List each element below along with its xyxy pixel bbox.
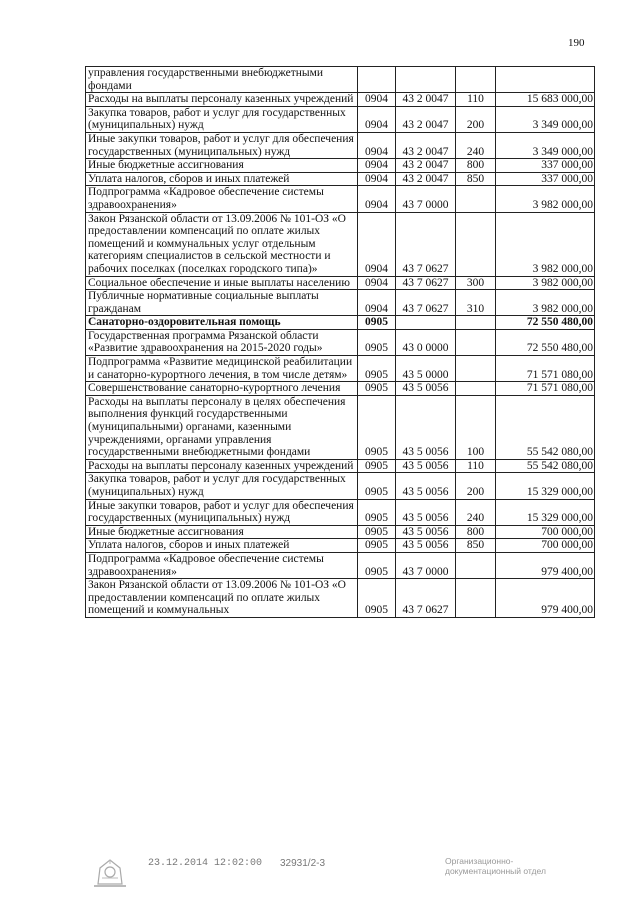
section-code: 0905 (358, 382, 396, 396)
table-row (86, 132, 595, 158)
target-article-code: 43 7 0000 (396, 552, 456, 578)
table-row (86, 290, 595, 316)
amount: 71 571 080,00 (496, 356, 595, 382)
section-code: 0904 (358, 186, 396, 212)
expense-type-code (456, 329, 496, 355)
amount: 15 329 000,00 (496, 473, 595, 499)
table-row (86, 473, 595, 499)
expense-type-code: 110 (456, 93, 496, 107)
amount: 15 329 000,00 (496, 499, 595, 525)
target-article-code (396, 67, 456, 93)
section-code: 0905 (358, 459, 396, 473)
amount: 71 571 080,00 (496, 382, 595, 396)
target-article-code: 43 2 0047 (396, 132, 456, 158)
section-code: 0905 (358, 539, 396, 553)
section-code: 0905 (358, 473, 396, 499)
budget-item-name: Расходы на выплаты персоналу в целях обеспечения выполнения функций государственными (муниципальными) органами, казенными учреждениями, органами управления государственными внебюджетными фондами (86, 395, 358, 459)
target-article-code: 43 7 0000 (396, 186, 456, 212)
table-row (86, 106, 595, 132)
budget-item-name: Закупка товаров, работ и услуг для государственных (муниципальных) нужд (86, 106, 358, 132)
budget-item-name: Расходы на выплаты персоналу казенных учреждений (86, 459, 358, 473)
target-article-code: 43 0 0000 (396, 329, 456, 355)
amount: 55 542 080,00 (496, 459, 595, 473)
table-row (86, 539, 595, 553)
expense-type-code (456, 356, 496, 382)
section-code: 0905 (358, 356, 396, 382)
expense-type-code: 240 (456, 132, 496, 158)
target-article-code: 43 7 0627 (396, 290, 456, 316)
coat-of-arms-stamp-icon (88, 852, 132, 888)
amount: 72 550 480,00 (496, 329, 595, 355)
table-row (86, 159, 595, 173)
budget-item-name: Подпрограмма «Кадровое обеспечение системы здравоохранения» (86, 186, 358, 212)
target-article-code: 43 2 0047 (396, 93, 456, 107)
target-article-code: 43 7 0627 (396, 212, 456, 276)
expense-type-code: 100 (456, 395, 496, 459)
table-row (86, 316, 595, 330)
expense-type-code (456, 579, 496, 618)
table-row (86, 329, 595, 355)
amount: 3 982 000,00 (496, 212, 595, 276)
table-row (86, 382, 595, 396)
table-row (86, 525, 595, 539)
expense-type-code: 300 (456, 276, 496, 290)
table-row (86, 186, 595, 212)
amount: 3 982 000,00 (496, 186, 595, 212)
amount: 72 550 480,00 (496, 316, 595, 330)
expense-type-code (456, 67, 496, 93)
target-article-code: 43 5 0000 (396, 356, 456, 382)
section-code: 0904 (358, 212, 396, 276)
amount: 337 000,00 (496, 172, 595, 186)
budget-item-name: Публичные нормативные социальные выплаты гражданам (86, 290, 358, 316)
budget-item-name: Подпрограмма «Развитие медицинской реабилитации и санаторно-курортного лечения, в том числе детям» (86, 356, 358, 382)
section-code: 0904 (358, 159, 396, 173)
target-article-code: 43 5 0056 (396, 539, 456, 553)
expense-type-code (456, 316, 496, 330)
page-number: 190 (568, 37, 585, 49)
target-article-code: 43 5 0056 (396, 395, 456, 459)
section-code: 0904 (358, 132, 396, 158)
budget-item-name: Уплата налогов, сборов и иных платежей (86, 539, 358, 553)
footer-org-line-1: Организационно- (445, 856, 514, 866)
amount (496, 67, 595, 93)
table-row (86, 579, 595, 618)
section-code: 0904 (358, 106, 396, 132)
expense-type-code (456, 186, 496, 212)
expense-type-code (456, 382, 496, 396)
budget-item-name: Подпрограмма «Кадровое обеспечение системы здравоохранения» (86, 552, 358, 578)
budget-item-name: Закон Рязанской области от 13.09.2006 № 101-ОЗ «О предоставлении компенсаций по оплате жилых помещений и коммунальных (86, 579, 358, 618)
table-row (86, 172, 595, 186)
budget-item-name: Совершенствование санаторно-курортного лечения (86, 382, 358, 396)
section-code: 0905 (358, 499, 396, 525)
table-row (86, 395, 595, 459)
table-row (86, 356, 595, 382)
expense-type-code (456, 212, 496, 276)
footer (0, 852, 640, 892)
target-article-code: 43 5 0056 (396, 525, 456, 539)
expense-type-code: 240 (456, 499, 496, 525)
budget-table (85, 66, 595, 618)
expense-type-code: 200 (456, 106, 496, 132)
amount: 55 542 080,00 (496, 395, 595, 459)
expense-type-code: 850 (456, 172, 496, 186)
table-row (86, 459, 595, 473)
target-article-code: 43 2 0047 (396, 159, 456, 173)
target-article-code: 43 5 0056 (396, 499, 456, 525)
budget-item-name: Уплата налогов, сборов и иных платежей (86, 172, 358, 186)
budget-item-name: Иные закупки товаров, работ и услуг для обеспечения государственных (муниципальных) нужд (86, 499, 358, 525)
target-article-code: 43 7 0627 (396, 579, 456, 618)
target-article-code: 43 2 0047 (396, 106, 456, 132)
expense-type-code: 200 (456, 473, 496, 499)
footer-document-code: 32931/2-3 (280, 858, 326, 869)
table-row (86, 499, 595, 525)
budget-item-name: Закон Рязанской области от 13.09.2006 № 101-ОЗ «О предоставлении компенсаций по оплате жилых помещений и коммунальных услуг отдельным категориям специалистов в сельской местности и рабочих поселках (поселках городского типа)» (86, 212, 358, 276)
footer-datetime: 23.12.2014 12:02:00 (148, 858, 263, 869)
table-row (86, 212, 595, 276)
target-article-code: 43 7 0627 (396, 276, 456, 290)
target-article-code: 43 2 0047 (396, 172, 456, 186)
section-code: 0904 (358, 172, 396, 186)
expense-type-code: 310 (456, 290, 496, 316)
budget-item-name: Иные бюджетные ассигнования (86, 159, 358, 173)
amount: 3 982 000,00 (496, 276, 595, 290)
footer-org-stamp (445, 856, 546, 876)
amount: 700 000,00 (496, 525, 595, 539)
budget-item-name: Государственная программа Рязанской области «Развитие здравоохранения на 2015-2020 годы» (86, 329, 358, 355)
budget-item-name: Социальное обеспечение и иные выплаты населению (86, 276, 358, 290)
budget-item-name: Санаторно-оздоровительная помощь (86, 316, 358, 330)
section-code: 0904 (358, 290, 396, 316)
section-code: 0905 (358, 395, 396, 459)
section-code: 0905 (358, 579, 396, 618)
target-article-code (396, 316, 456, 330)
target-article-code: 43 5 0056 (396, 459, 456, 473)
expense-type-code: 110 (456, 459, 496, 473)
target-article-code: 43 5 0056 (396, 382, 456, 396)
section-code: 0904 (358, 93, 396, 107)
budget-item-name: Расходы на выплаты персоналу казенных учреждений (86, 93, 358, 107)
table-row (86, 276, 595, 290)
budget-item-name: Иные закупки товаров, работ и услуг для обеспечения государственных (муниципальных) нужд (86, 132, 358, 158)
table-row (86, 93, 595, 107)
budget-item-name: Закупка товаров, работ и услуг для государственных (муниципальных) нужд (86, 473, 358, 499)
section-code: 0905 (358, 316, 396, 330)
section-code: 0905 (358, 552, 396, 578)
expense-type-code: 850 (456, 539, 496, 553)
amount: 3 349 000,00 (496, 106, 595, 132)
section-code: 0905 (358, 525, 396, 539)
table-row (86, 67, 595, 93)
table-row (86, 552, 595, 578)
amount: 15 683 000,00 (496, 93, 595, 107)
expense-type-code: 800 (456, 159, 496, 173)
expense-type-code (456, 552, 496, 578)
section-code: 0904 (358, 276, 396, 290)
expense-type-code: 800 (456, 525, 496, 539)
amount: 3 982 000,00 (496, 290, 595, 316)
section-code (358, 67, 396, 93)
budget-item-name: управления государственными внебюджетными фондами (86, 67, 358, 93)
section-code: 0905 (358, 329, 396, 355)
budget-item-name: Иные бюджетные ассигнования (86, 525, 358, 539)
footer-org-line-2: документационный отдел (445, 866, 546, 876)
amount: 979 400,00 (496, 579, 595, 618)
amount: 3 349 000,00 (496, 132, 595, 158)
amount: 979 400,00 (496, 552, 595, 578)
target-article-code: 43 5 0056 (396, 473, 456, 499)
amount: 337 000,00 (496, 159, 595, 173)
amount: 700 000,00 (496, 539, 595, 553)
